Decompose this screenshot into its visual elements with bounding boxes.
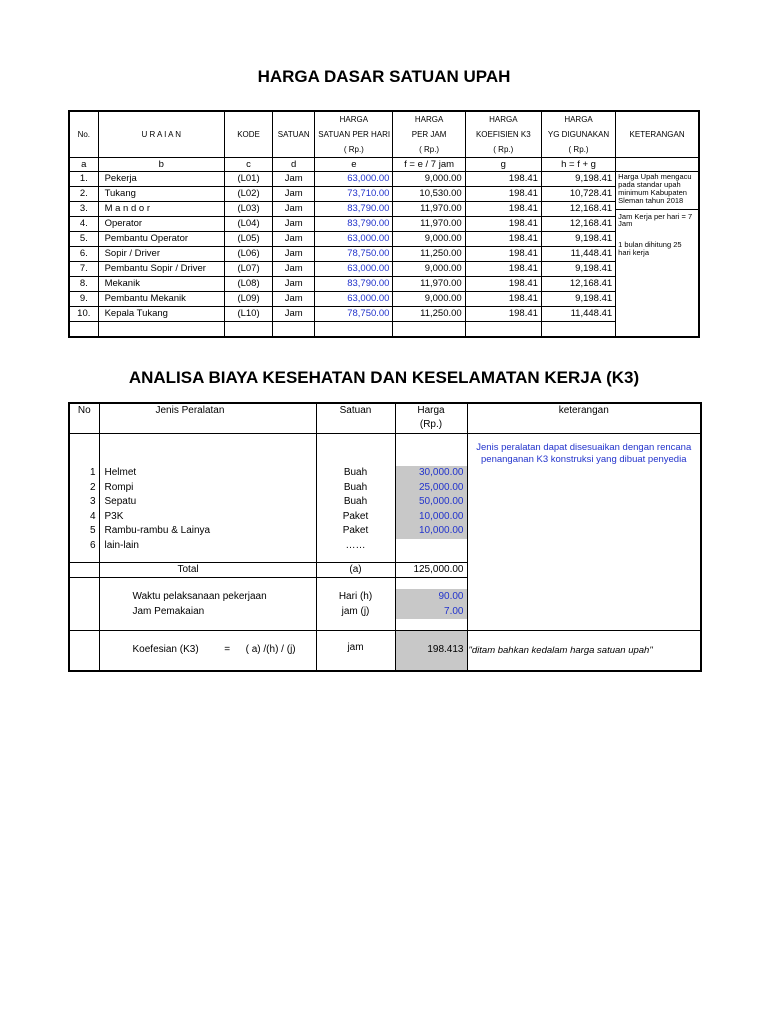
cell-koefisien-k3: 198.41 bbox=[465, 277, 541, 292]
k3-total-satuan: (a) bbox=[316, 562, 395, 577]
k3-koef-note: "ditam bahkan kedalam harga satuan upah" bbox=[467, 630, 701, 671]
cell-kode: (L07) bbox=[224, 262, 272, 277]
k3-koef-value: 198.413 bbox=[395, 630, 467, 671]
cell-harga-jam: 11,970.00 bbox=[393, 217, 465, 232]
table-row bbox=[69, 307, 699, 322]
cell-uraian: M a n d o r bbox=[98, 202, 224, 217]
cell-satuan: Jam bbox=[273, 277, 315, 292]
cell-uraian: Kepala Tukang bbox=[98, 307, 224, 322]
table-harga-dasar-upah bbox=[68, 110, 700, 338]
list-item bbox=[69, 524, 701, 539]
item-satuan: Paket bbox=[316, 510, 395, 525]
cell-kode: (L10) bbox=[224, 307, 272, 322]
cell-harga-digunakan: 12,168.41 bbox=[541, 202, 615, 217]
cell-harga-digunakan: 9,198.41 bbox=[541, 172, 615, 187]
table-row bbox=[69, 232, 699, 247]
k3-jam-label: Jam Pemakaian bbox=[99, 604, 316, 619]
letter-h: h = f + g bbox=[541, 158, 615, 172]
cell-harga-hari: 63,000.00 bbox=[315, 172, 393, 187]
col-f-header-3: ( Rp.) bbox=[393, 142, 465, 158]
k3-col-satuan-header: Satuan bbox=[316, 403, 395, 418]
cell-kode: (L03) bbox=[224, 202, 272, 217]
cell-kode: (L05) bbox=[224, 232, 272, 247]
title-analisa-k3: ANALISA BIAYA KESEHATAN DAN KESELAMATAN KERJA (K3) bbox=[128, 368, 640, 387]
item-satuan: Paket bbox=[316, 524, 395, 539]
table-row bbox=[69, 247, 699, 262]
k3-jam-value: 7.00 bbox=[395, 604, 467, 619]
list-item bbox=[69, 539, 701, 554]
letter-b: b bbox=[98, 158, 224, 172]
cell-satuan: Jam bbox=[273, 172, 315, 187]
k3-col-harga-header: Harga bbox=[395, 403, 467, 418]
cell-harga-digunakan: 12,168.41 bbox=[541, 277, 615, 292]
col-e-header-2: SATUAN PER HARI bbox=[315, 127, 393, 142]
column-letters-row bbox=[69, 158, 699, 172]
item-no: 2 bbox=[69, 481, 99, 496]
cell-satuan: Jam bbox=[273, 217, 315, 232]
col-f-header-2: PER JAM bbox=[393, 127, 465, 142]
cell-no: 3. bbox=[69, 202, 98, 217]
letter-e: e bbox=[315, 158, 393, 172]
cell-kode: (L08) bbox=[224, 277, 272, 292]
cell-harga-hari: 83,790.00 bbox=[315, 277, 393, 292]
k3-note: Jenis peralatan dapat disesuaikan dengan rencana penanganan K3 konstruksi yang dibuat penyedia bbox=[467, 433, 701, 466]
cell-harga-digunakan: 11,448.41 bbox=[541, 307, 615, 322]
cell-no: 10. bbox=[69, 307, 98, 322]
item-harga: 50,000.00 bbox=[395, 495, 467, 510]
cell-uraian: Sopir / Driver bbox=[98, 247, 224, 262]
k3-col-keterangan-header: keterangan bbox=[467, 403, 701, 418]
cell-satuan: Jam bbox=[273, 187, 315, 202]
item-harga: 10,000.00 bbox=[395, 524, 467, 539]
cell-no: 6. bbox=[69, 247, 98, 262]
header-row-2 bbox=[69, 127, 699, 142]
cell-harga-hari: 83,790.00 bbox=[315, 202, 393, 217]
col-h-header-3: ( Rp.) bbox=[541, 142, 615, 158]
cell-harga-hari: 63,000.00 bbox=[315, 262, 393, 277]
item-satuan: Buah bbox=[316, 481, 395, 496]
cell-satuan: Jam bbox=[273, 292, 315, 307]
k3-col-jenis-header: Jenis Peralatan bbox=[99, 403, 316, 418]
col-keterangan-header: KETERANGAN bbox=[616, 127, 699, 142]
letter-f: f = e / 7 jam bbox=[393, 158, 465, 172]
k3-waktu-satuan: Hari (h) bbox=[316, 589, 395, 604]
cell-harga-digunakan: 9,198.41 bbox=[541, 262, 615, 277]
table-row bbox=[69, 202, 699, 217]
k3-header-row-1 bbox=[69, 403, 701, 418]
cell-no: 8. bbox=[69, 277, 98, 292]
cell-harga-digunakan: 12,168.41 bbox=[541, 217, 615, 232]
cell-koefisien-k3: 198.41 bbox=[465, 172, 541, 187]
cell-harga-digunakan: 9,198.41 bbox=[541, 232, 615, 247]
letter-d: d bbox=[273, 158, 315, 172]
col-kode-header: KODE bbox=[224, 127, 272, 142]
cell-harga-jam: 11,250.00 bbox=[393, 307, 465, 322]
k3-total-label: Total bbox=[99, 562, 316, 577]
item-harga bbox=[395, 539, 467, 554]
table-analisa-k3 bbox=[68, 402, 702, 672]
cell-harga-jam: 11,970.00 bbox=[393, 277, 465, 292]
k3-spacer-row-4 bbox=[69, 619, 701, 630]
cell-kode: (L02) bbox=[224, 187, 272, 202]
k3-koef-satuan: jam bbox=[316, 630, 395, 671]
k3-koef-eq: = bbox=[224, 644, 231, 656]
table-row bbox=[69, 187, 699, 202]
cell-koefisien-k3: 198.41 bbox=[465, 187, 541, 202]
letter-c: c bbox=[224, 158, 272, 172]
col-satuan-header: SATUAN bbox=[273, 127, 315, 142]
table-row bbox=[69, 172, 699, 187]
col-e-header-3: ( Rp.) bbox=[315, 142, 393, 158]
item-no: 5 bbox=[69, 524, 99, 539]
cell-satuan: Jam bbox=[273, 247, 315, 262]
col-e-header-1: HARGA bbox=[315, 111, 393, 127]
item-name: Rompi bbox=[99, 481, 316, 496]
k3-header-row-2 bbox=[69, 418, 701, 433]
table-row bbox=[69, 292, 699, 307]
cell-harga-hari: 78,750.00 bbox=[315, 307, 393, 322]
col-f-header-1: HARGA bbox=[393, 111, 465, 127]
header-row-3 bbox=[69, 142, 699, 158]
k3-waktu-row bbox=[69, 589, 701, 604]
item-no: 6 bbox=[69, 539, 99, 554]
cell-harga-hari: 83,790.00 bbox=[315, 217, 393, 232]
cell-no: 1. bbox=[69, 172, 98, 187]
cell-uraian: Pembantu Operator bbox=[98, 232, 224, 247]
cell-harga-digunakan: 9,198.41 bbox=[541, 292, 615, 307]
k3-koef-row bbox=[69, 630, 701, 671]
k3-jam-satuan: jam (j) bbox=[316, 604, 395, 619]
item-name: Sepatu bbox=[99, 495, 316, 510]
col-no-header: No. bbox=[69, 127, 98, 142]
k3-waktu-value: 90.00 bbox=[395, 589, 467, 604]
header-row-1 bbox=[69, 111, 699, 127]
cell-harga-hari: 73,710.00 bbox=[315, 187, 393, 202]
cell-koefisien-k3: 198.41 bbox=[465, 262, 541, 277]
cell-harga-jam: 11,250.00 bbox=[393, 247, 465, 262]
k3-spacer-row bbox=[69, 433, 701, 466]
table-harga-body bbox=[69, 172, 699, 338]
k3-jam-row bbox=[69, 604, 701, 619]
cell-harga-jam: 11,970.00 bbox=[393, 202, 465, 217]
item-no: 1 bbox=[69, 466, 99, 481]
item-harga: 10,000.00 bbox=[395, 510, 467, 525]
item-no: 3 bbox=[69, 495, 99, 510]
k3-koef-label: Koefesian (K3) bbox=[132, 644, 199, 656]
item-name: Helmet bbox=[99, 466, 316, 481]
item-name: Rambu-rambu & Lainya bbox=[99, 524, 316, 539]
item-name: lain-lain bbox=[99, 539, 316, 554]
list-item bbox=[69, 510, 701, 525]
table-row bbox=[69, 277, 699, 292]
letter-a: a bbox=[69, 158, 98, 172]
keterangan-note-1: Harga Upah mengacu pada standar upah minimum Kabupaten Sleman tahun 2018 bbox=[618, 172, 692, 205]
cell-uraian: Pekerja bbox=[98, 172, 224, 187]
cell-harga-jam: 9,000.00 bbox=[393, 172, 465, 187]
item-satuan: Buah bbox=[316, 495, 395, 510]
cell-no: 5. bbox=[69, 232, 98, 247]
cell-uraian: Tukang bbox=[98, 187, 224, 202]
col-g-header-1: HARGA bbox=[465, 111, 541, 127]
k3-spacer-row-3 bbox=[69, 577, 701, 589]
item-satuan: Buah bbox=[316, 466, 395, 481]
cell-harga-hari: 63,000.00 bbox=[315, 232, 393, 247]
item-harga: 30,000.00 bbox=[395, 466, 467, 481]
cell-uraian: Pembantu Mekanik bbox=[98, 292, 224, 307]
cell-koefisien-k3: 198.41 bbox=[465, 307, 541, 322]
list-item bbox=[69, 481, 701, 496]
cell-harga-digunakan: 10,728.41 bbox=[541, 187, 615, 202]
cell-harga-jam: 10,530.00 bbox=[393, 187, 465, 202]
letter-g: g bbox=[465, 158, 541, 172]
item-harga: 25,000.00 bbox=[395, 481, 467, 496]
list-item bbox=[69, 495, 701, 510]
k3-col-no-header: No bbox=[69, 403, 99, 418]
cell-no: 9. bbox=[69, 292, 98, 307]
col-uraian-header: U R A I A N bbox=[98, 127, 224, 142]
cell-kode: (L09) bbox=[224, 292, 272, 307]
cell-uraian: Pembantu Sopir / Driver bbox=[98, 262, 224, 277]
k3-waktu-label: Waktu pelaksanaan pekerjaan bbox=[99, 589, 316, 604]
k3-total-value: 125,000.00 bbox=[395, 562, 467, 577]
keterangan-note-3: 1 bulan dihitung 25 hari kerja bbox=[618, 240, 682, 258]
table-row bbox=[69, 217, 699, 232]
k3-spacer-row-2 bbox=[69, 553, 701, 562]
k3-col-harga-unit: (Rp.) bbox=[395, 418, 467, 433]
cell-koefisien-k3: 198.41 bbox=[465, 292, 541, 307]
title-harga-dasar: HARGA DASAR SATUAN UPAH bbox=[257, 67, 511, 86]
cell-satuan: Jam bbox=[273, 262, 315, 277]
cell-satuan: Jam bbox=[273, 232, 315, 247]
cell-koefisien-k3: 198.41 bbox=[465, 247, 541, 262]
cell-harga-jam: 9,000.00 bbox=[393, 232, 465, 247]
k3-koef-label-cell bbox=[99, 630, 316, 671]
item-name: P3K bbox=[99, 510, 316, 525]
cell-harga-jam: 9,000.00 bbox=[393, 262, 465, 277]
list-item bbox=[69, 466, 701, 481]
keterangan-note-2: Jam Kerja per hari = 7 Jam bbox=[618, 211, 693, 229]
cell-kode: (L01) bbox=[224, 172, 272, 187]
table-row bbox=[69, 262, 699, 277]
k3-items bbox=[69, 466, 701, 553]
cell-kode: (L06) bbox=[224, 247, 272, 262]
cell-harga-digunakan: 11,448.41 bbox=[541, 247, 615, 262]
col-h-header-2: YG DIGUNAKAN bbox=[541, 127, 615, 142]
cell-kode: (L04) bbox=[224, 217, 272, 232]
k3-total-row bbox=[69, 562, 701, 577]
cell-uraian: Operator bbox=[98, 217, 224, 232]
item-satuan: …… bbox=[316, 539, 395, 554]
cell-koefisien-k3: 198.41 bbox=[465, 202, 541, 217]
cell-harga-hari: 63,000.00 bbox=[315, 292, 393, 307]
cell-koefisien-k3: 198.41 bbox=[465, 217, 541, 232]
cell-no: 4. bbox=[69, 217, 98, 232]
table-row-empty bbox=[69, 322, 699, 338]
item-no: 4 bbox=[69, 510, 99, 525]
col-g-header-3: ( Rp.) bbox=[465, 142, 541, 158]
cell-uraian: Mekanik bbox=[98, 277, 224, 292]
cell-harga-hari: 78,750.00 bbox=[315, 247, 393, 262]
col-g-header-2: KOEFISIEN K3 bbox=[465, 127, 541, 142]
k3-koef-formula: ( a) /(h) / (j) bbox=[245, 644, 296, 656]
col-h-header-1: HARGA bbox=[541, 111, 615, 127]
cell-koefisien-k3: 198.41 bbox=[465, 232, 541, 247]
cell-satuan: Jam bbox=[273, 307, 315, 322]
cell-no: 7. bbox=[69, 262, 98, 277]
keterangan-cell bbox=[616, 172, 699, 338]
cell-satuan: Jam bbox=[273, 202, 315, 217]
cell-harga-jam: 9,000.00 bbox=[393, 292, 465, 307]
cell-no: 2. bbox=[69, 187, 98, 202]
